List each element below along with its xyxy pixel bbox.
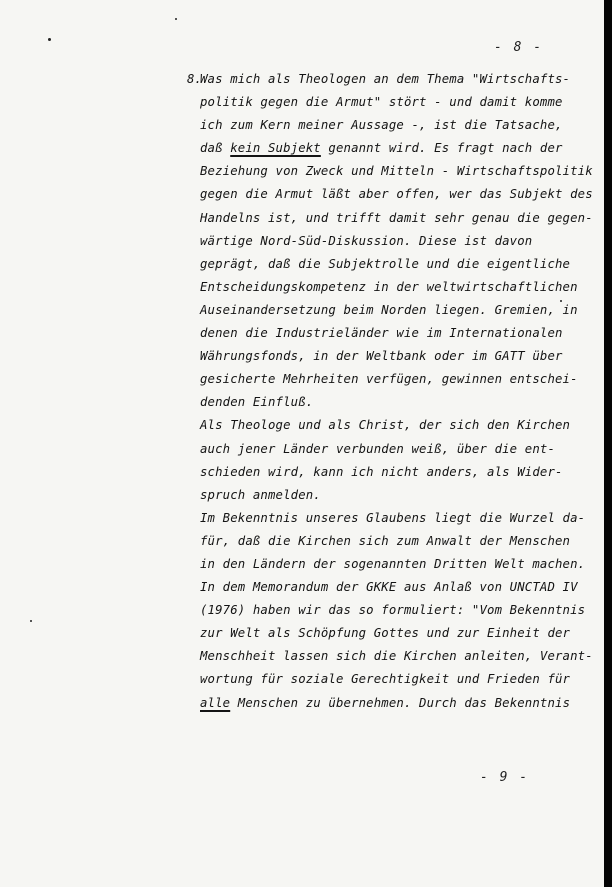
text-line <box>200 391 580 414</box>
text-line <box>200 576 580 599</box>
line-text: Entscheidungskompetenz in der weltwirtschaftlichen <box>200 279 578 294</box>
text-line <box>200 160 593 183</box>
text-line <box>200 114 580 137</box>
line-text: geprägt, daß die Subjektrolle und die eigentliche <box>200 256 571 271</box>
text-line <box>200 414 580 437</box>
scan-speck <box>175 18 177 20</box>
line-text: Als Theologe und als Christ, der sich den Kirchen <box>200 418 571 433</box>
text-line <box>200 91 580 114</box>
text-line <box>200 530 580 553</box>
underlined-text: alle <box>200 695 231 710</box>
line-text: Menschheit lassen sich die Kirchen anleiten, Verant- <box>200 649 593 664</box>
line-text: In dem Memorandum der GKKE aus Anlaß von UNCTAD IV <box>200 580 578 595</box>
line-text: wärtige Nord-Süd-Diskussion. Diese ist davon <box>200 233 533 248</box>
line-text: wortung für soziale Gerechtigkeit und Frieden für <box>200 672 571 687</box>
text-line <box>200 207 593 230</box>
line-text: (1976) haben wir das so formuliert: "Vom Bekenntnis <box>200 603 586 618</box>
text-line <box>200 230 580 253</box>
line-text: Handelns ist, und trifft damit sehr genau die gegen- <box>200 210 593 225</box>
line-text: Beziehung von Zweck und Mitteln - Wirtschaftspolitik <box>200 164 593 179</box>
line-text: in den Ländern der sogenannten Dritten Welt machen. <box>200 556 586 571</box>
text-line <box>200 553 586 576</box>
line-text: Im Bekenntnis unseres Glaubens liegt die Wurzel da- <box>200 510 586 525</box>
text-line <box>200 461 580 484</box>
text-line <box>200 484 580 507</box>
line-text: genannt wird. Es fragt nach der <box>320 141 563 156</box>
section-number: 8. <box>187 72 202 86</box>
text-line <box>200 645 593 668</box>
line-text: Was mich als Theologen an dem Thema "Wirtschafts- <box>200 72 571 86</box>
body-text <box>200 68 593 715</box>
underlined-text: kein Subjekt <box>230 141 321 156</box>
page-number-top: - 8 - <box>494 40 544 55</box>
scan-border <box>604 0 612 887</box>
line-text: für, daß die Kirchen sich zum Anwalt der Menschen <box>200 533 571 548</box>
text-line <box>200 622 580 645</box>
text-line <box>200 599 586 622</box>
line-text: denden Einfluß. <box>200 395 314 410</box>
page-number-bottom: - 9 - <box>480 770 530 785</box>
line-text: denen die Industrieländer wie im Internationalen <box>200 326 563 341</box>
text-line <box>200 345 580 368</box>
text-line <box>200 692 580 715</box>
line-text: gegen die Armut läßt aber offen, wer das Subjekt des <box>200 187 593 202</box>
line-text: politik gegen die Armut" stört - und damit komme <box>200 95 563 110</box>
text-line <box>200 68 580 91</box>
line-text: auch jener Länder verbunden weiß, über die ent- <box>200 441 556 456</box>
line-text: gesicherte Mehrheiten verfügen, gewinnen entschei- <box>200 372 578 387</box>
scan-speck <box>30 620 32 622</box>
line-text: Währungsfonds, in der Weltbank oder im GATT über <box>200 349 563 364</box>
text-line <box>200 668 580 691</box>
line-text: spruch anmelden. <box>200 487 321 502</box>
line-text: zur Welt als Schöpfung Gottes und zur Einheit der <box>200 626 571 641</box>
line-text: daß <box>200 141 231 156</box>
line-text: Menschen zu übernehmen. Durch das Bekenntnis <box>230 695 571 710</box>
text-line <box>200 299 580 322</box>
line-text: schieden wird, kann ich nicht anders, als Wider- <box>200 464 563 479</box>
line-text: ich zum Kern meiner Aussage -, ist die Tatsache, <box>200 118 563 133</box>
text-line <box>200 322 580 345</box>
text-line <box>200 137 580 160</box>
text-line <box>200 183 593 206</box>
scan-speck <box>48 38 51 41</box>
text-line <box>200 507 586 530</box>
line-text: Auseinandersetzung beim Norden liegen. Gremien, in <box>200 302 578 317</box>
text-line <box>200 253 580 276</box>
text-line <box>200 368 580 391</box>
text-line <box>200 438 580 461</box>
text-line <box>200 276 580 299</box>
